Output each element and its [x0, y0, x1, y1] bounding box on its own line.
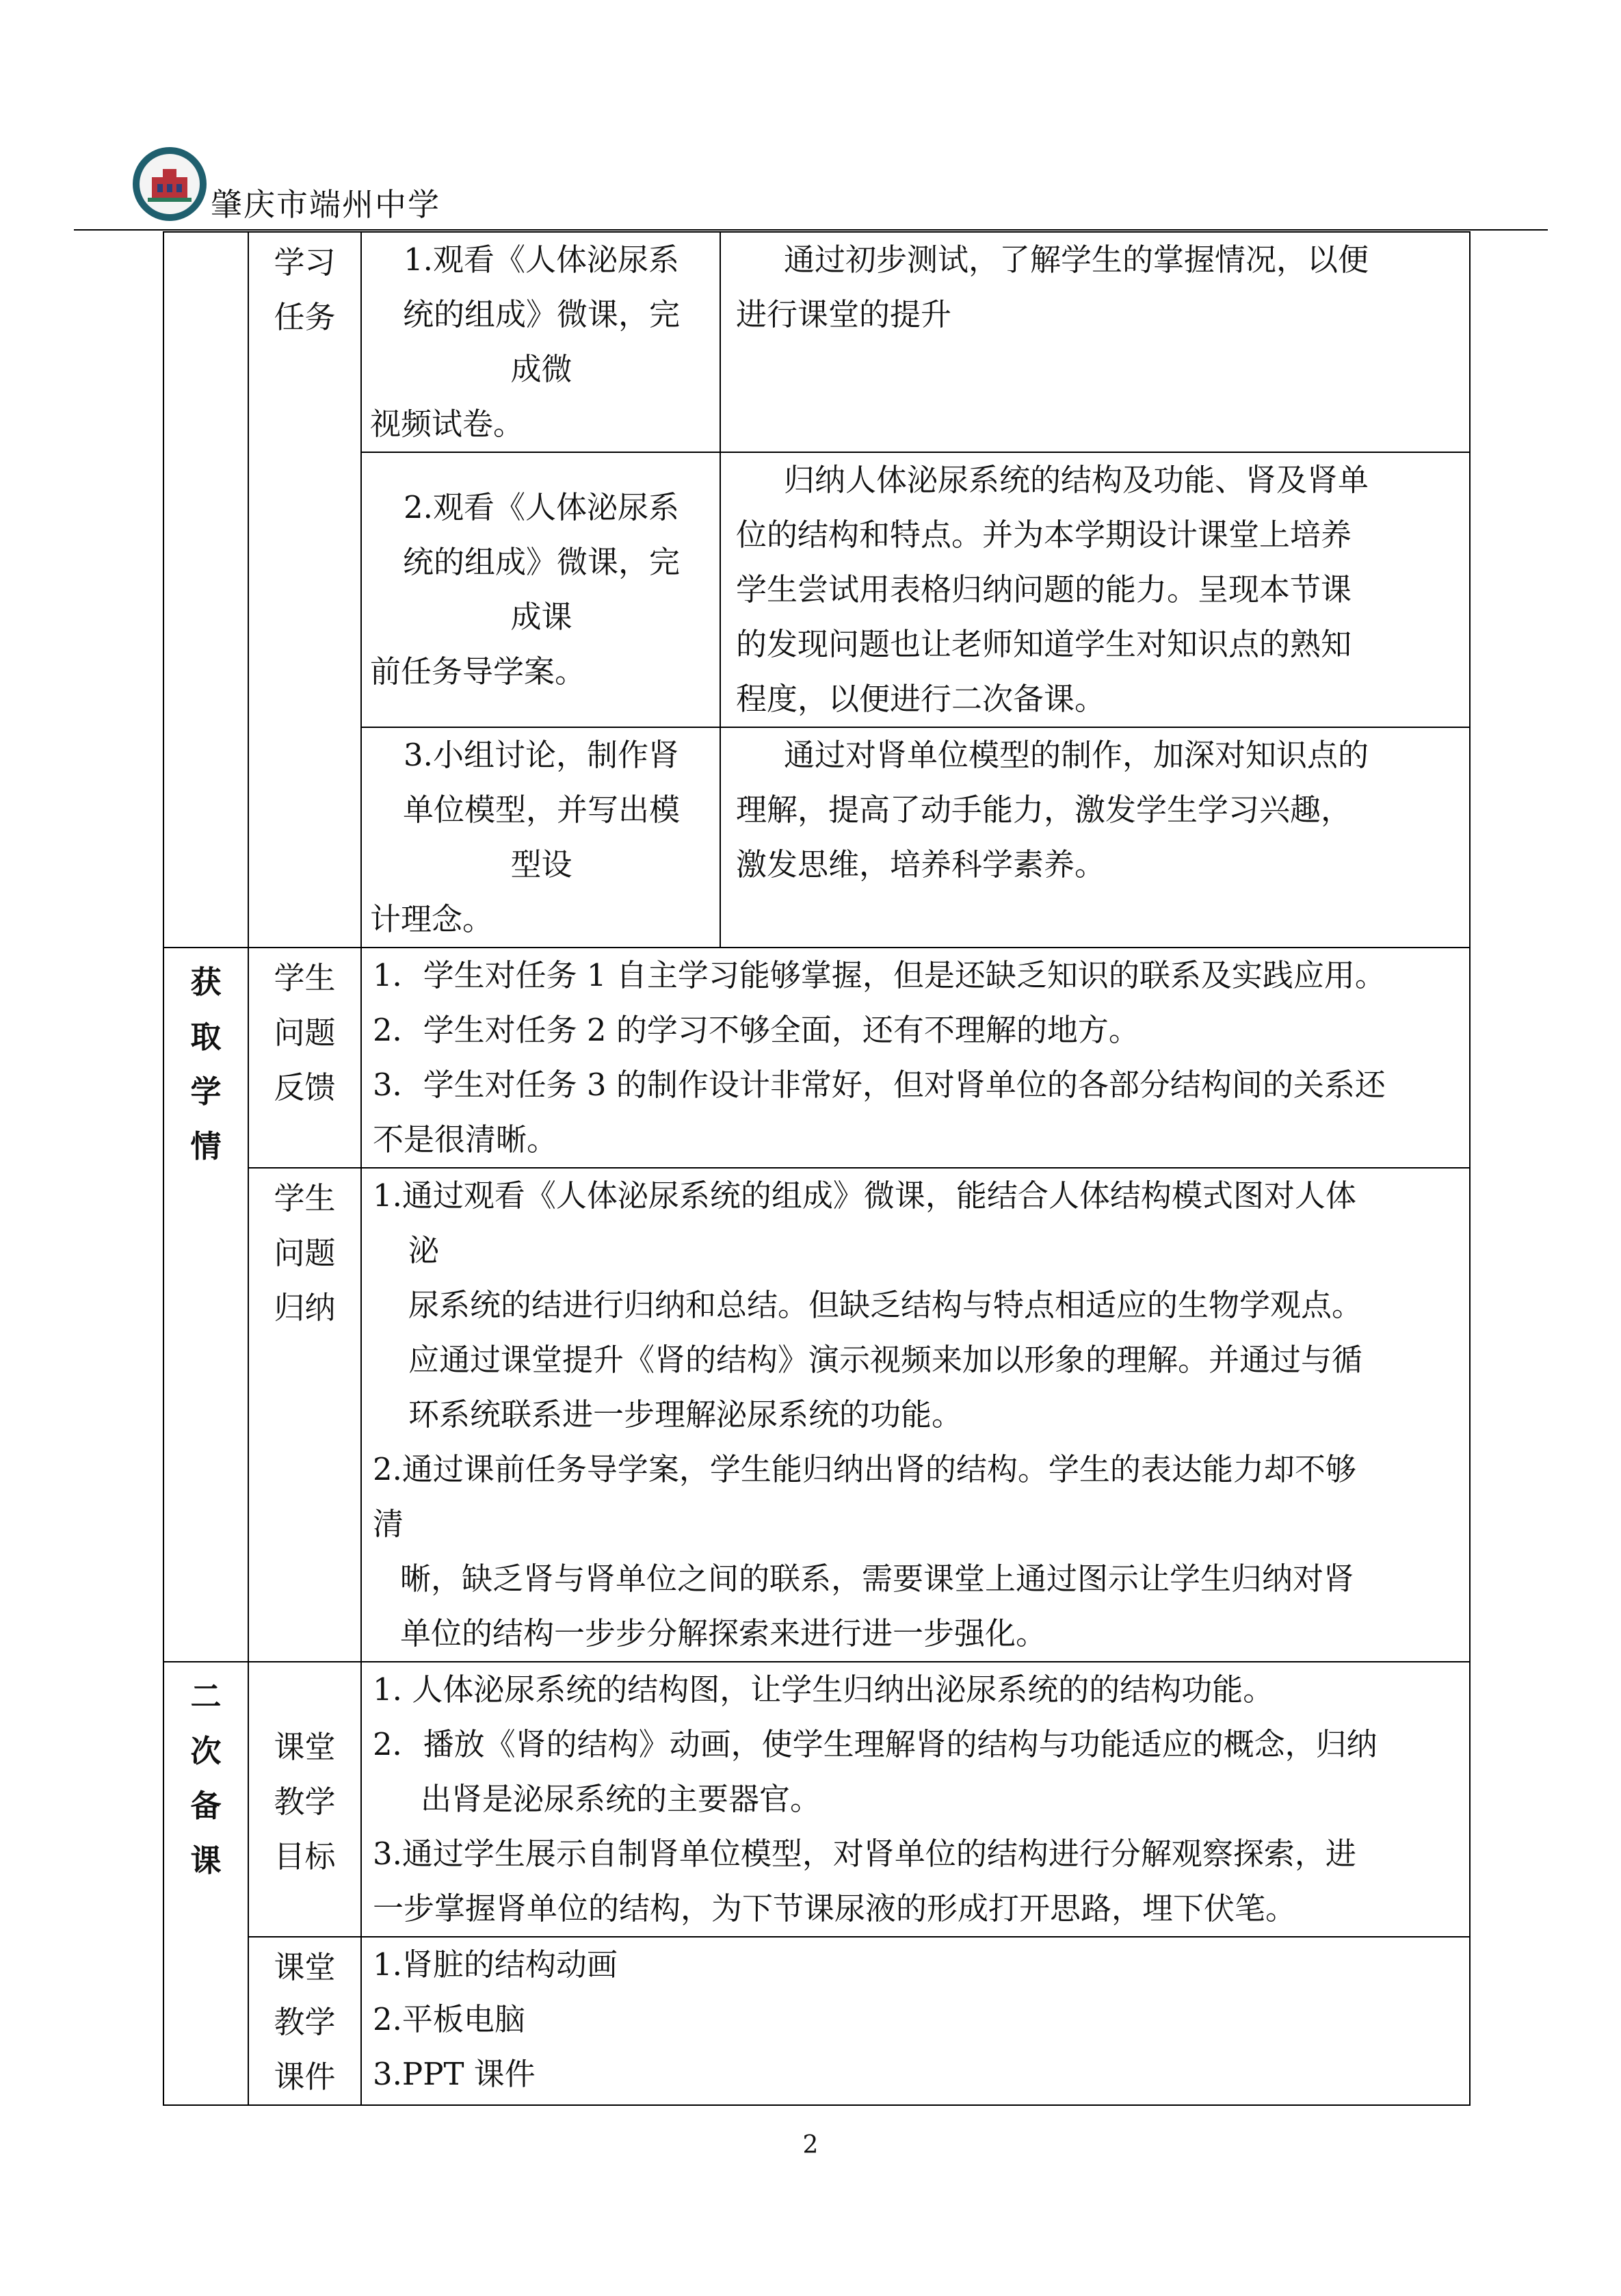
task-line: 计理念。: [370, 901, 494, 937]
table-row: [163, 1937, 1470, 2105]
feedback-content: [361, 948, 1470, 1168]
stage-char: 获: [190, 964, 222, 1000]
stage-char: 情: [190, 1128, 222, 1164]
stage-acquire: [163, 948, 248, 1662]
stage-char: 课: [190, 1842, 222, 1879]
content-line: 出肾是泌尿系统的主要器官。: [421, 1781, 821, 1817]
table-row: [163, 948, 1470, 1168]
stage-cell-empty: [163, 232, 248, 948]
content-line: 2．播放《肾的结构》动画，使学生理解肾的结构与功能适应的概念，归纳: [373, 1726, 1378, 1762]
label-line: 任务: [274, 299, 336, 335]
stage-second-prep: [163, 1662, 248, 2105]
task-line: 1.观看《人体泌尿系: [404, 242, 679, 278]
task-line: 成课: [510, 599, 572, 635]
task-line: 型设: [510, 846, 572, 883]
content-line: 2.平板电脑: [373, 2001, 525, 2037]
content-line: 环系统联系进一步理解泌尿系统的功能。: [408, 1396, 963, 1433]
school-name: 肇庆市端州中学: [211, 186, 440, 223]
purpose-line: 位的结构和特点。并为本学期设计课堂上培养: [736, 517, 1352, 553]
content-line: 3．学生对任务 3 的制作设计非常好，但对肾单位的各部分结构间的关系还: [373, 1067, 1386, 1103]
purpose-2: [720, 452, 1470, 727]
content-line: 2．学生对任务 2 的学习不够全面，还有不理解的地方。: [373, 1012, 1139, 1048]
label-line: 学生: [274, 1180, 336, 1216]
table-row: [163, 1662, 1470, 1937]
stage-char: 二: [190, 1678, 222, 1714]
task-3: [361, 727, 720, 948]
content-line: 2.通过课前任务导学案，学生能归纳出肾的结构。学生的表达能力却不够: [373, 1451, 1356, 1487]
page-header: [74, 140, 1548, 236]
feedback-label: [248, 948, 361, 1168]
content-line: 泌: [408, 1232, 440, 1268]
content-line: 不是很清晰。: [373, 1121, 558, 1158]
table-row: [163, 232, 1470, 452]
courseware-label: [248, 1937, 361, 2105]
goals-label: [248, 1662, 361, 1937]
school-logo-icon: [131, 146, 208, 222]
task-line: 前任务导学案。: [370, 653, 586, 690]
task-line: 统的组成》微课，完: [402, 296, 680, 332]
content-line: 尿系统的结进行归纳和总结。但缺乏结构与特点相适应的生物学观点。: [408, 1287, 1363, 1323]
goals-content: [361, 1662, 1470, 1937]
purpose-line: 程度，以便进行二次备课。: [736, 681, 1106, 717]
label-line: 课堂: [274, 1949, 336, 1985]
label-line: 学生: [274, 960, 336, 996]
purpose-line: 的发现问题也让老师知道学生对知识点的熟知: [736, 626, 1352, 662]
learning-task-label: [248, 232, 361, 948]
table-row: [163, 1168, 1470, 1662]
header-divider: [74, 229, 1548, 231]
stage-char: 取: [190, 1019, 222, 1055]
purpose-line: 激发思维，培养科学素养。: [736, 846, 1106, 883]
purpose-line: 学生尝试用表格归纳问题的能力。呈现本节课: [736, 571, 1352, 608]
stage-char: 次: [190, 1733, 222, 1769]
purpose-line: 理解，提高了动手能力，激发学生学习兴趣，: [736, 792, 1352, 828]
summary-label: [248, 1168, 361, 1662]
label-line: 学习: [274, 244, 336, 281]
label-line: 教学: [274, 2004, 336, 2040]
content-line: 清: [373, 1506, 404, 1542]
summary-content: [361, 1168, 1470, 1662]
label-line: 课件: [274, 2059, 336, 2095]
label-line: 教学: [274, 1784, 336, 1820]
task-line: 成微: [510, 351, 572, 387]
stage-char: 备: [190, 1788, 222, 1824]
content-line: 1. 人体泌尿系统的结构图，让学生归纳出泌尿系统的的结构功能。: [373, 1671, 1274, 1708]
task-line: 3.小组讨论，制作肾: [404, 737, 679, 773]
task-line: 视频试卷。: [370, 406, 525, 442]
task-line: 单位模型，并写出模: [402, 792, 680, 828]
purpose-3: [720, 727, 1470, 948]
content-line: 1.肾脏的结构动画: [373, 1946, 618, 1983]
content-line: 单位的结构一步步分解探索来进行进一步强化。: [400, 1615, 1047, 1652]
label-line: 问题: [274, 1015, 336, 1051]
content-line: 晰，缺乏肾与肾单位之间的联系，需要课堂上通过图示让学生归纳对肾: [400, 1561, 1355, 1597]
courseware-content: [361, 1937, 1470, 2105]
label-line: 问题: [274, 1235, 336, 1271]
page-number: 2: [802, 2131, 819, 2159]
label-line: 归纳: [274, 1290, 336, 1326]
lesson-plan-table: [163, 231, 1471, 2106]
stage-char: 学: [190, 1073, 222, 1110]
content-line: 应通过课堂提升《肾的结构》演示视频来加以形象的理解。并通过与循: [408, 1342, 1363, 1378]
purpose-1: [720, 232, 1470, 452]
content-line: 3.PPT 课件: [373, 2056, 536, 2092]
purpose-line: 通过初步测试，了解学生的掌握情况，以便: [784, 242, 1369, 278]
task-line: 统的组成》微课，完: [402, 544, 680, 580]
content-line: 1．学生对任务 1 自主学习能够掌握，但是还缺乏知识的联系及实践应用。: [373, 957, 1386, 993]
content-line: 1.通过观看《人体泌尿系统的组成》微课，能结合人体结构模式图对人体: [373, 1177, 1356, 1214]
label-line: 课堂: [274, 1729, 336, 1765]
purpose-line: 通过对肾单位模型的制作，加深对知识点的: [784, 737, 1369, 773]
content-line: 3.通过学生展示自制肾单位模型，对肾单位的结构进行分解观察探索，进: [373, 1836, 1356, 1872]
task-2: [361, 452, 720, 727]
task-line: 2.观看《人体泌尿系: [404, 489, 679, 525]
label-line: 反馈: [274, 1069, 336, 1106]
task-1: [361, 232, 720, 452]
content-line: 一步掌握肾单位的结构，为下节课尿液的形成打开思路，埋下伏笔。: [373, 1890, 1297, 1927]
purpose-line: 归纳人体泌尿系统的结构及功能、肾及肾单: [784, 462, 1369, 498]
label-line: 目标: [274, 1838, 336, 1875]
purpose-line: 进行课堂的提升: [736, 296, 952, 332]
